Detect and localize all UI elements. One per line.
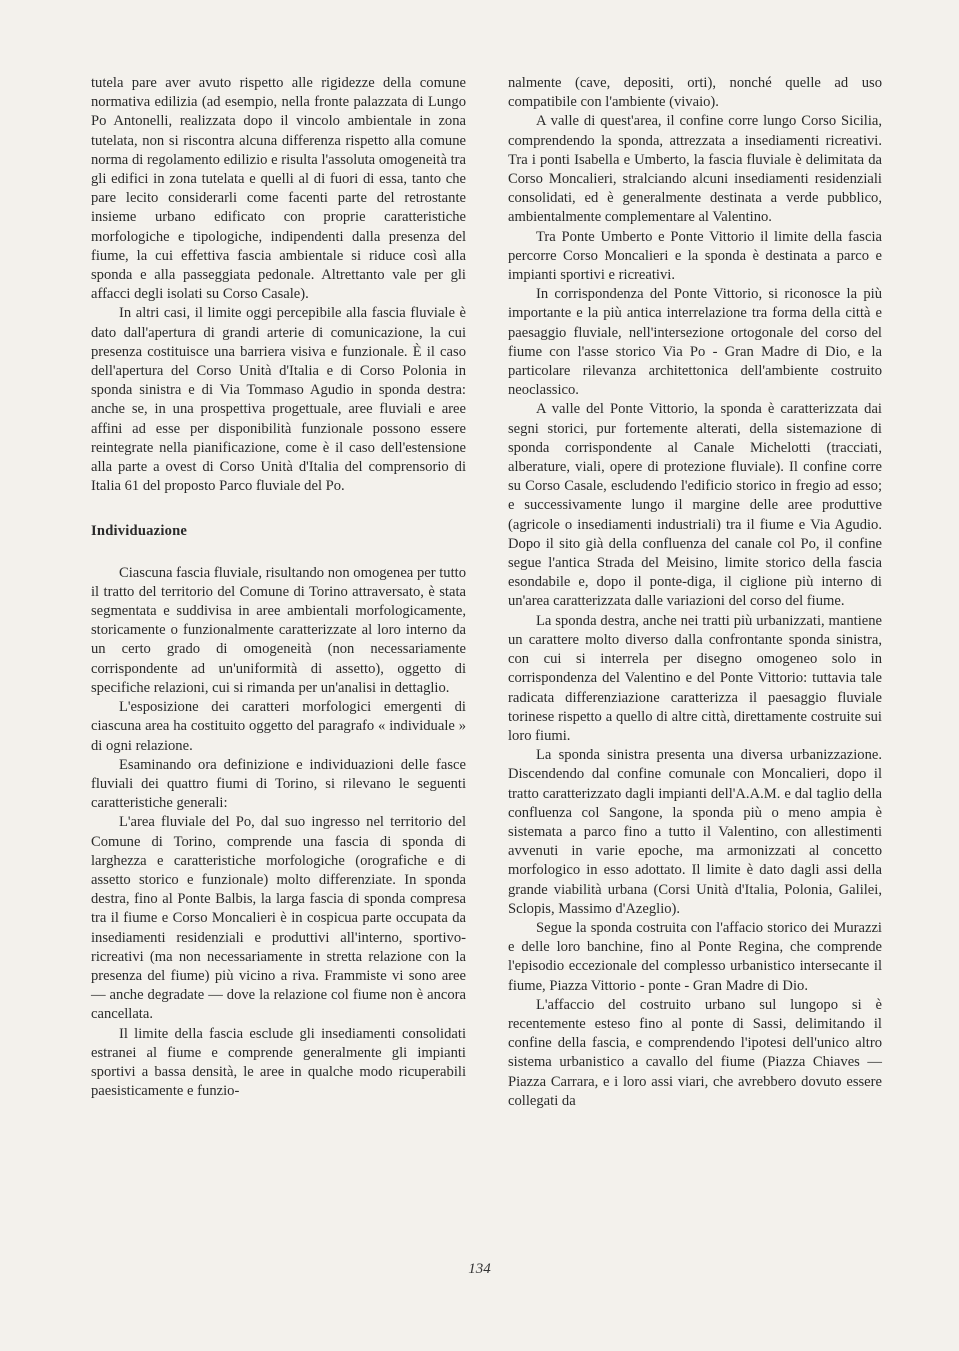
paragraph: Il limite della fascia esclude gli insediamenti consolidati estranei al fiume e comprende generalmente gli impianti sportivi a bassa densità, le aree in qualche modo ricuperabili paesisticamente e funzio-	[91, 1025, 466, 1100]
paragraph: A valle di quest'area, il confine corre lungo Corso Sicilia, comprendendo la sponda, attrezzata a insediamenti ricreativi. Tra i ponti Isabella e Umberto, la fascia fluviale è delimitata da Corso Moncalieri, stralciando alcuni insediamenti residenziali consolidati, ed è generalmente destinata a verde pubblico, ambientalmente complementare al Valentino.	[508, 113, 882, 226]
paragraph: nalmente (cave, depositi, orti), nonché quelle ad uso compatibile con l'ambiente (vivaio).	[508, 75, 882, 111]
paragraph: In altri casi, il limite oggi percepibile alla fascia fluviale è dato dall'apertura di grandi arterie di comunicazione, la cui presenza costituisce una barriera visiva e funzionale. È il caso dell'apertura del Corso Unità d'Italia e di Corso Polonia in sponda sinistra e di Via Tommaso Agudio in sponda destra: anche se, in una prospettiva progettuale, aree fluviali e aree affini ad esse per disponibilità funzionale possono essere reintegrate nella pianificazione, come è il caso dell'estensione alla parte a ovest di Corso Unità d'Italia del comprensorio di Italia 61 del proposto Parco fluviale del Po.	[91, 305, 466, 495]
paragraph: La sponda sinistra presenta una diversa urbanizzazione. Discendendo dal confine comunale con Moncalieri, dopo il tratto caratterizzato dagli impianti dell'A.A.M. e dal taglio della confluenza col Sangone, la sponda più o meno ampia è sistemata a parco fino a tutto il Valentino, con allestimenti avvenuti in varie epoche, ma armonizzati al concetto morfologico in esso adottato. Il limite è dato dagli assi della grande viabilità urbana (Corsi Unità d'Italia, Polonia, Galilei, Sclopis, Massimo d'Azeglio).	[508, 747, 882, 917]
paragraph: Ciascuna fascia fluviale, risultando non omogenea per tutto il tratto del territorio del Comune di Torino attraversato, è stata segmentata e suddivisa in aree ambientali morfologicamente, storicamente o funzionalmente caratterizzate al loro interno da un certo grado di omogeneità (non necessariamente corrispondente ad un'uniformità di assetto), oggetto di specifiche relazioni, cui si rimanda per un'analisi in dettaglio.	[91, 564, 466, 696]
paragraph: A valle del Ponte Vittorio, la sponda è caratterizzata dai segni storici, pur fortemente alterati, della sistemazione di sponda corrispondente al Canale Michelotti (tracciati, alberature, viali, opere di protezione fluviale). Il confine corre su Corso Casale, escludendo l'edificio storico in fregio ad esso; e successivamente lungo il margine delle aree produttive (agricole o insediamenti industriali) tra il fiume e Via Agudio. Dopo il sito già della confluenza del canale col Po, il confine segue l'antica Strada del Meisino, limite storico della fascia esondabile e, dopo il ponte-diga, il ciglione più interno di un'area caratterizzata dalle variazioni del corso del fiume.	[508, 401, 882, 610]
right-column	[508, 74, 882, 1111]
left-column	[91, 74, 466, 1101]
paragraph: L'affaccio del costruito urbano sul lungopo si è recentemente esteso fino al ponte di Sassi, delimitando il confine della fascia, e comprendendo l'ipotesi dell'unico altro sistema urbanistico a cavallo del fiume (Piazza Chiaves — Piazza Carrara, e i loro assi viari, che avrebbero dovuto essere collegati da	[508, 996, 882, 1109]
paragraph: tutela pare aver avuto rispetto alle rigidezze della comune normativa edilizia (ad esempio, nella fronte palazzata di Lungo Po Antonelli, realizzata dopo il vincolo ambientale in zona tutelata, non si riscontra alcuna differenza rispetto alla comune norma di regolamento edilizio e risulta l'assoluta omogeneità tra gli edifici in zona tutelata e quelli al di fuori di essa, tanto che pare lecito considerarli come facenti parte del retrostante insieme urbano edificato con proprie caratteristiche morfologiche e tipologiche, indipendenti dalla presenza del fiume, la cui effettiva fascia ambientale si riduce così alla sponda e alla passeggiata pedonale. Altrettanto vale per gli affacci degli isolati su Corso Casale).	[91, 75, 466, 303]
paragraph: La sponda destra, anche nei tratti più urbanizzati, mantiene un carattere molto diverso dalla confrontante sponda sinistra, con cui si interrela per disegno omogeneo solo in corrispondenza del Valentino e del Ponte Vittorio: tuttavia tale radicata differenziazione caratterizza il paesaggio fluviale torinese rispetto a quello di altre città, direttamente costruite sui loro fiumi.	[508, 612, 882, 744]
paragraph: Esaminando ora definizione e individuazioni delle fasce fluviali dei quattro fiumi di Torino, si rilevano le seguenti caratteristiche generali:	[91, 756, 466, 812]
paragraph: Segue la sponda costruita con l'affacio storico dei Murazzi e delle loro banchine, fino al Ponte Regina, che comprende l'episodio eccezionale del complesso urbanistico intersecante il fiume, Piazza Vittorio - ponte - Gran Madre di Dio.	[508, 919, 882, 994]
paragraph: Tra Ponte Umberto e Ponte Vittorio il limite della fascia percorre Corso Moncalieri e la sponda è destinata a parco e impianti sportivi e ricreativi.	[508, 228, 882, 284]
section-heading: Individuazione	[91, 523, 188, 540]
paragraph: In corrispondenza del Ponte Vittorio, si riconosce la più importante e la più antica interrelazione tra forma della città e paesaggio fluviale, nell'intersezione ortogonale del corso del fiume con l'asse storico Via Po - Gran Madre di Dio, e la particolare rilevanza architettonica dell'ambiente costruito neoclassico.	[508, 286, 882, 399]
paragraph: L'esposizione dei caratteri morfologici emergenti di ciascuna area ha costituito oggetto del paragrafo « individuale » di ogni relazione.	[91, 699, 466, 754]
page-number: 134	[468, 1261, 491, 1277]
paragraph: L'area fluviale del Po, dal suo ingresso nel territorio del Comune di Torino, comprende una fascia di sponda di larghezza e caratteristiche morfologiche (orografiche e di assetto storico e funzionale) molto differenziate. In sponda destra, fino al Ponte Balbis, la larga fascia di sponda compresa tra il fiume e Corso Moncalieri è in cospicua parte occupata da insediamenti residenziali e produttivi all'interno, sportivo-ricreativi (ma non necessariamente in stretta relazione con la presenza del fiume) più vicino a riva. Frammiste vi sono aree — anche degradate — dove la relazione col fiume non è ancora cancellata.	[91, 814, 466, 1023]
